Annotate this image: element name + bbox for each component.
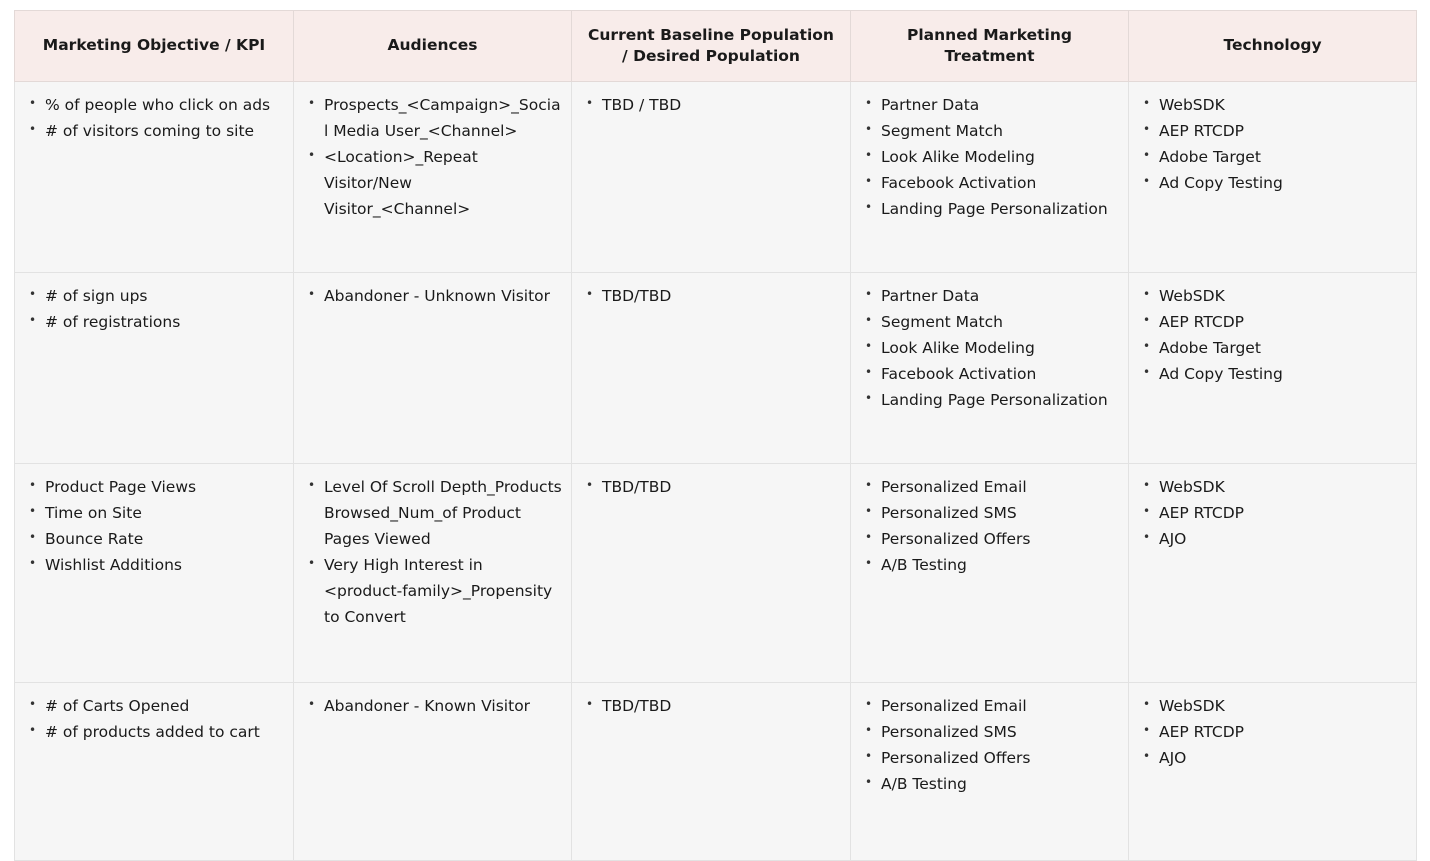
list-item: • Adobe Target <box>1137 144 1408 170</box>
list-item: • # of products added to cart <box>23 719 285 745</box>
cell-objective <box>15 81 294 272</box>
list-item: • AJO <box>1137 745 1408 771</box>
population-list <box>580 474 842 500</box>
table-body <box>15 81 1417 860</box>
cell-objective <box>15 682 294 860</box>
cell-audiences <box>294 463 572 682</box>
cell-audiences <box>294 272 572 463</box>
list-item: • Personalized Offers <box>859 526 1120 552</box>
population-list <box>580 283 842 309</box>
list-item: • A/B Testing <box>859 552 1120 578</box>
list-item: • AEP RTCDP <box>1137 719 1408 745</box>
technology-list <box>1137 474 1408 552</box>
list-item: • AJO <box>1137 526 1408 552</box>
list-item: • A/B Testing <box>859 771 1120 797</box>
list-item: • AEP RTCDP <box>1137 309 1408 335</box>
list-item: • Personalized Email <box>859 474 1120 500</box>
list-item: • TBD / TBD <box>580 92 842 118</box>
list-item: • TBD/TBD <box>580 474 842 500</box>
list-item: • WebSDK <box>1137 693 1408 719</box>
list-item: • Landing Page Personalization <box>859 387 1120 413</box>
list-item: • AEP RTCDP <box>1137 500 1408 526</box>
list-item: • Abandoner - Known Visitor <box>302 693 563 719</box>
audience-list <box>302 474 563 630</box>
list-item: • Segment Match <box>859 118 1120 144</box>
cell-technology <box>1129 463 1417 682</box>
cell-technology <box>1129 81 1417 272</box>
list-item: • # of registrations <box>23 309 285 335</box>
table-row <box>15 463 1417 682</box>
list-item: • Level Of Scroll Depth_Products Browsed_Num_of Product Pages Viewed <box>302 474 563 552</box>
list-item: • WebSDK <box>1137 92 1408 118</box>
objective-list <box>23 92 285 144</box>
list-item: • Ad Copy Testing <box>1137 170 1408 196</box>
list-item: • Facebook Activation <box>859 170 1120 196</box>
list-item: • Abandoner - Unknown Visitor <box>302 283 563 309</box>
list-item: • Wishlist Additions <box>23 552 285 578</box>
cell-population <box>572 272 851 463</box>
cell-treatment <box>851 463 1129 682</box>
list-item: • # of Carts Opened <box>23 693 285 719</box>
objective-list <box>23 283 285 335</box>
treatment-list <box>859 283 1120 413</box>
cell-population <box>572 81 851 272</box>
audience-list <box>302 92 563 222</box>
list-item: • WebSDK <box>1137 283 1408 309</box>
list-item: • Partner Data <box>859 283 1120 309</box>
header-row <box>15 11 1417 82</box>
cell-objective <box>15 463 294 682</box>
treatment-list <box>859 693 1120 797</box>
list-item: • Personalized Offers <box>859 745 1120 771</box>
list-item: • Adobe Target <box>1137 335 1408 361</box>
objective-list <box>23 474 285 578</box>
list-item: • Landing Page Personalization <box>859 196 1120 222</box>
list-item: • # of visitors coming to site <box>23 118 285 144</box>
table-row <box>15 81 1417 272</box>
list-item: • Personalized SMS <box>859 719 1120 745</box>
list-item: • Bounce Rate <box>23 526 285 552</box>
list-item: • % of people who click on ads <box>23 92 285 118</box>
treatment-list <box>859 474 1120 578</box>
audience-list <box>302 693 563 719</box>
list-item: • Time on Site <box>23 500 285 526</box>
cell-audiences <box>294 81 572 272</box>
marketing-objective-matrix-table <box>14 10 1417 861</box>
audience-list <box>302 283 563 309</box>
list-item: • AEP RTCDP <box>1137 118 1408 144</box>
column-header-population: Current Baseline Population / Desired Population <box>572 11 851 82</box>
treatment-list <box>859 92 1120 222</box>
list-item: • # of sign ups <box>23 283 285 309</box>
list-item: • Ad Copy Testing <box>1137 361 1408 387</box>
cell-objective <box>15 272 294 463</box>
technology-list <box>1137 283 1408 387</box>
cell-treatment <box>851 81 1129 272</box>
list-item: • Facebook Activation <box>859 361 1120 387</box>
column-header-planned-treatment: Planned Marketing Treatment <box>851 11 1129 82</box>
objective-list <box>23 693 285 745</box>
list-item: • Segment Match <box>859 309 1120 335</box>
cell-audiences <box>294 682 572 860</box>
list-item: • Personalized Email <box>859 693 1120 719</box>
cell-treatment <box>851 682 1129 860</box>
list-item: • WebSDK <box>1137 474 1408 500</box>
cell-treatment <box>851 272 1129 463</box>
list-item: • Partner Data <box>859 92 1120 118</box>
technology-list <box>1137 693 1408 771</box>
table-header <box>15 11 1417 82</box>
list-item: • Product Page Views <box>23 474 285 500</box>
list-item: • Look Alike Modeling <box>859 144 1120 170</box>
population-list <box>580 693 842 719</box>
list-item: • Personalized SMS <box>859 500 1120 526</box>
column-header-marketing-objective: Marketing Objective / KPI <box>15 11 294 82</box>
cell-population <box>572 463 851 682</box>
list-item: • TBD/TBD <box>580 283 842 309</box>
column-header-technology: Technology <box>1129 11 1417 82</box>
cell-population <box>572 682 851 860</box>
list-item: • Look Alike Modeling <box>859 335 1120 361</box>
cell-technology <box>1129 682 1417 860</box>
column-header-audiences: Audiences <box>294 11 572 82</box>
list-item: • TBD/TBD <box>580 693 842 719</box>
table-row <box>15 682 1417 860</box>
cell-technology <box>1129 272 1417 463</box>
list-item: • Very High Interest in <product-family>_Propensity to Convert <box>302 552 563 630</box>
table-row <box>15 272 1417 463</box>
list-item: • <Location>_Repeat Visitor/New Visitor_<Channel> <box>302 144 563 222</box>
population-list <box>580 92 842 118</box>
technology-list <box>1137 92 1408 196</box>
list-item: • Prospects_<Campaign>_Social Media User_<Channel> <box>302 92 563 144</box>
